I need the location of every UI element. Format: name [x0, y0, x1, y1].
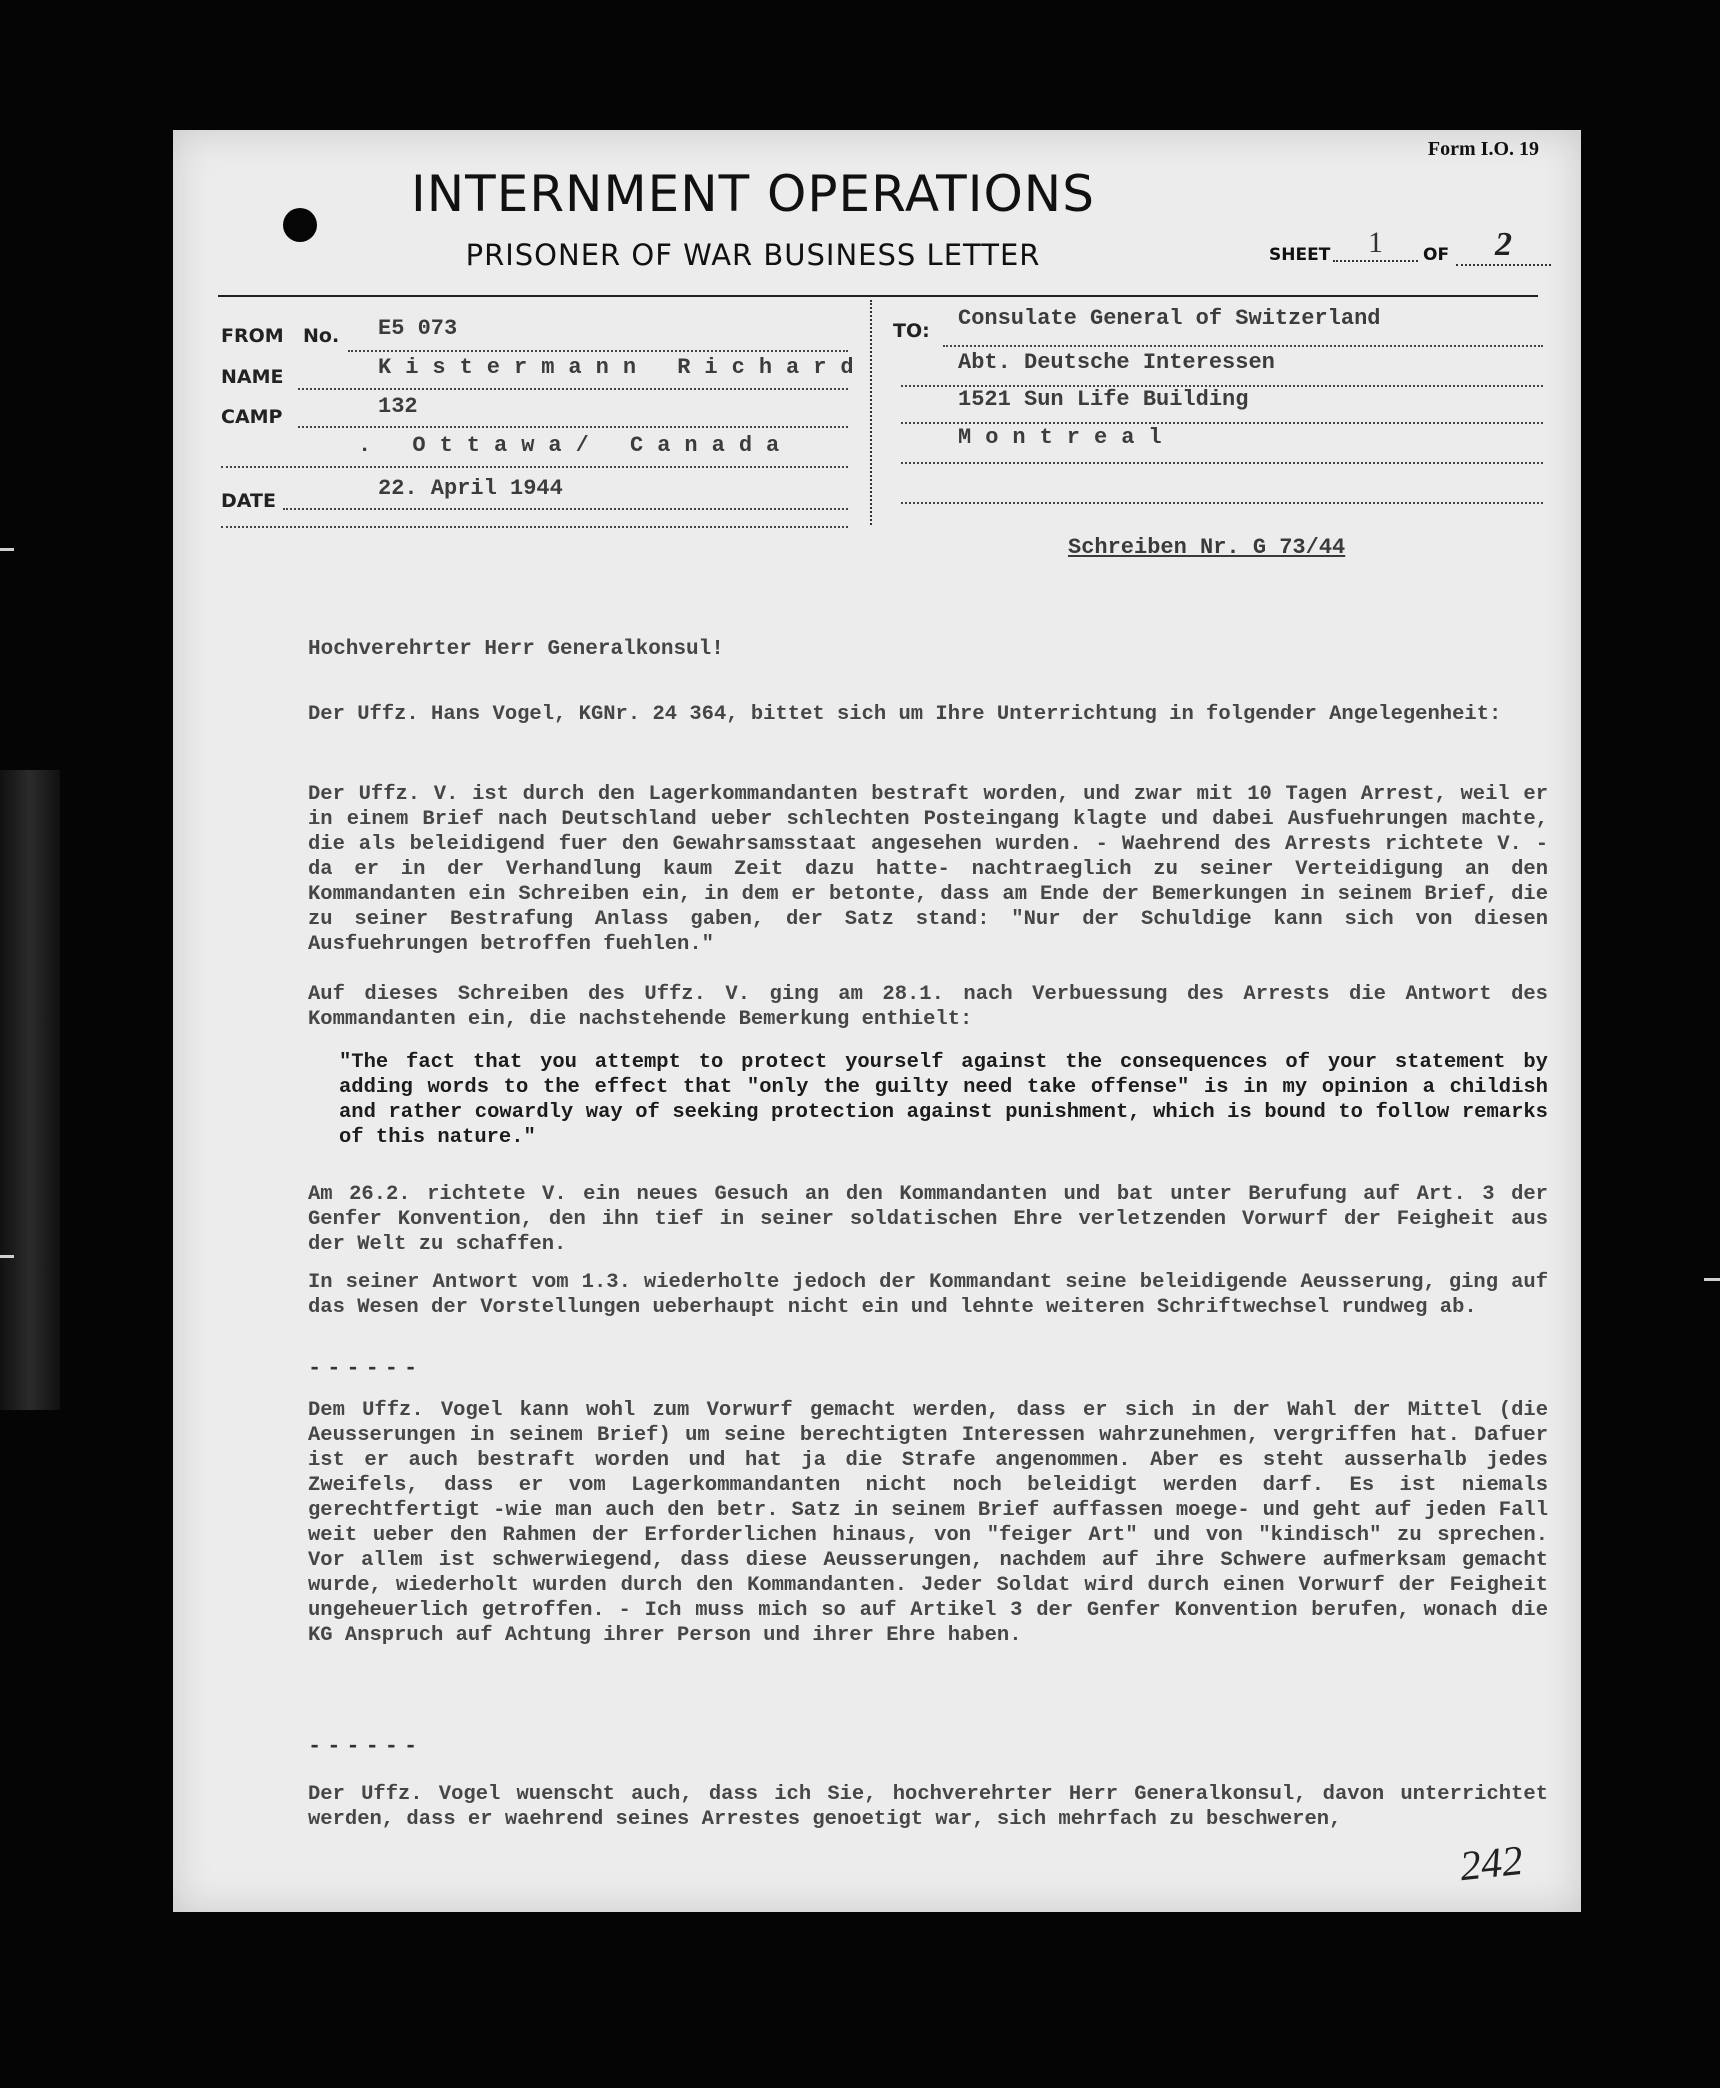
prisoner-name: Kistermann Richard	[378, 355, 868, 380]
to-line-3	[901, 422, 1543, 424]
sheet-total: 2	[1456, 226, 1551, 266]
paragraph-5: In seiner Antwort vom 1.3. wiederholte jedoch der Kommandant seine beleidigende Aeusserung, ging auf das Wesen der Vorstellungen ueberhaupt nicht ein und lehnte weiteren Schriftwechsel rundweg ab.	[308, 1271, 1548, 1319]
film-tick-mark	[0, 1255, 14, 1258]
salutation: Hochverehrter Herr Generalkonsul!	[308, 638, 724, 661]
recipient-line-2: Abt. Deutsche Interessen	[958, 350, 1275, 375]
to-line-5	[901, 502, 1543, 504]
camp-number: 132	[378, 394, 418, 419]
from-no-line	[348, 350, 848, 352]
sheet-label: SHEET	[1269, 245, 1331, 265]
prisoner-number: E5 073	[378, 316, 458, 341]
header-rule	[218, 295, 1538, 297]
sheet-of-label: OF	[1423, 245, 1450, 265]
camp-line	[298, 426, 848, 428]
paragraph-7: Der Uffz. Vogel wuenscht auch, dass ich Sie, hochverehrter Herr Generalkonsul, davon unterrichtet werden, dass er waehrend seines Arrestes genoetigt war, sich mehrfach zu beschweren,	[308, 1783, 1548, 1831]
from-label: FROM	[221, 325, 284, 347]
film-tick-mark	[0, 548, 14, 551]
paragraph-1: Der Uffz. Hans Vogel, KGNr. 24 364, bittet sich um Ihre Unterrichtung in folgender Angelegenheit:	[308, 703, 1502, 726]
no-label: No.	[303, 325, 340, 347]
recipient-line-1: Consulate General of Switzerland	[958, 306, 1381, 331]
paragraph-3: Auf dieses Schreiben des Uffz. V. ging am 28.1. nach Verbuessung des Arrests die Antwort des Kommandanten ein, die nachstehende Bemerkung enthielt:	[308, 983, 1548, 1031]
to-label: TO:	[893, 320, 930, 342]
form-subtitle: PRISONER OF WAR BUSINESS LETTER	[465, 238, 1041, 272]
date-line	[283, 508, 848, 510]
handwritten-page-number: 242	[1457, 1837, 1526, 1891]
commandant-quote: "The fact that you attempt to protect yourself against the consequences of your statement by adding words to the effect that "only the guilty need take offense" is in my opinion a childish and rather cowardly way of seeking protection against punishment, which is bound to follow remarks of this nature."	[339, 1051, 1548, 1149]
letter-reference: Schreiben Nr. G 73/44	[1068, 535, 1346, 560]
form-id: Form I.O. 19	[1427, 138, 1539, 160]
from-bottom-rule	[221, 526, 848, 528]
form-title: INTERNMENT OPERATIONS	[411, 165, 1095, 223]
film-edge-shadow	[0, 770, 60, 1410]
film-tick-mark	[1704, 1278, 1720, 1281]
separator-dashes: ------	[308, 1734, 424, 1759]
address-divider	[870, 300, 872, 525]
name-label: NAME	[221, 366, 284, 388]
camp-label: CAMP	[221, 406, 283, 428]
sheet-number: 1	[1333, 226, 1418, 262]
name-line	[298, 388, 848, 390]
paragraph-2: Der Uffz. V. ist durch den Lagerkommandanten bestraft worden, und zwar mit 10 Tagen Arrest, weil er in einem Brief nach Deutschland ueber schlechten Posteingang klagte und dabei Ausfuehrungen machte, die als beleidigend fuer den Gewahrsamsstaat angesehen wurden. - Waehrend des Arrests richtete V. -da er in der Verhandlung kaum Zeit dazu hatte- nachtraeglich zu seiner Verteidigung an den Kommandanten ein Schreiben ein, in dem er betonte, dass am Ende der Bemerkungen in seinem Brief, die zu seiner Bestrafung Anlass gaben, der Satz stand: "Nur der Schuldige kann sich von diesen Ausfuehrungen betroffen fuehlen."	[308, 783, 1548, 956]
recipient-line-3: 1521 Sun Life Building	[958, 387, 1249, 412]
letter-sheet	[173, 130, 1581, 1912]
camp-location: . Ottawa/ Canada	[358, 433, 794, 458]
to-line-4	[901, 462, 1543, 464]
paragraph-6: Dem Uffz. Vogel kann wohl zum Vorwurf gemacht werden, dass er sich in der Wahl der Mittel (die Aeusserungen in seinem Brief) um seine berechtigten Interessen wahrzunehmen, vergriffen hat. Dafuer ist er auch bestraft worden und hat ja die Strafe angenommen. Aber es steht ausserhalb jedes Zweifels, dass er vom Lagerkommandanten nicht noch beleidigt werden darf. Es ist niemals gerechtfertigt -wie man auch den betr. Satz in seinem Brief auffassen moege- und geht auf jeden Fall weit ueber den Rahmen der Erforderlichen hinaus, von "feiger Art" und von "kindisch" zu sprechen. Vor allem ist schwerwiegend, dass diese Aeusserungen, nachdem auf ihre Schwere aufmerksam gemacht wurde, wiederholt wurden durch den Kommandanten. Jeder Soldat wird durch einen Vorwurf der Feigheit ungeheuerlich getroffen. - Ich muss mich so auf Artikel 3 der Genfer Konvention berufen, wonach die KG Anspruch auf Achtung ihrer Person und ihrer Ehre haben.	[308, 1399, 1548, 1647]
letter-date: 22. April 1944	[378, 476, 563, 501]
paragraph-4: Am 26.2. richtete V. ein neues Gesuch an den Kommandanten und bat unter Berufung auf Art. 3 der Genfer Konvention, den ihn tief in seiner soldatischen Ehre verletzenden Vorwurf der Feigheit aus der Welt zu schaffen.	[308, 1183, 1548, 1256]
recipient-city: Montreal	[958, 425, 1176, 450]
date-label: DATE	[221, 490, 276, 512]
location-line	[221, 466, 848, 468]
to-line-1	[943, 345, 1543, 347]
separator-dashes: ------	[308, 1356, 424, 1381]
